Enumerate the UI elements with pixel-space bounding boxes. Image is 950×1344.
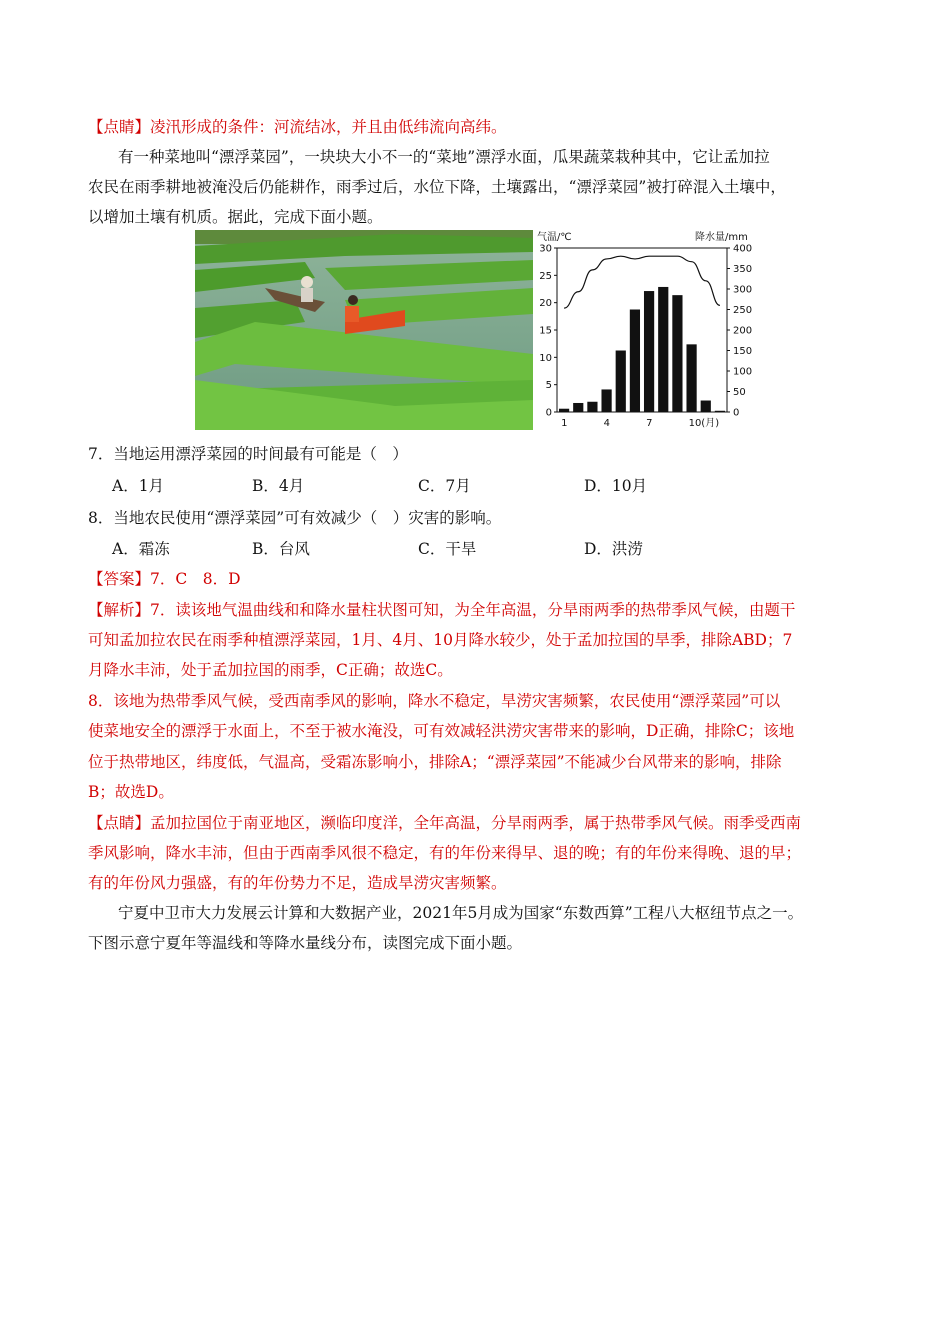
tip-line-1: 【点睛】孟加拉国位于南亚地区，濒临印度洋，全年高温，分旱雨两季，属于热带季风气候。雨季受西南 — [88, 814, 802, 832]
right-tick-label: 50 — [733, 387, 746, 398]
left-tick-label: 10 — [539, 352, 552, 364]
plot-frame — [557, 248, 727, 412]
y-left-label: 气温/℃ — [537, 232, 572, 243]
q8-option-a: A．霜冻 — [112, 540, 170, 558]
precipitation-bar — [630, 310, 640, 413]
left-tick-label: 30 — [539, 243, 552, 255]
tip-ice-flood: 【点睛】凌汛形成的条件：河流结冰，并且由低纬流向高纬。 — [88, 118, 507, 136]
right-tick-label: 100 — [733, 366, 753, 378]
x-tick-label: 1 — [561, 418, 568, 429]
passage-line-2: 农民在雨季耕地被淹没后仍能耕作，雨季过后，水位下降，土壤露出，“漂浮菜园”被打碎混入土壤中， — [88, 178, 786, 196]
q7-option-b: B．4月 — [252, 477, 305, 495]
right-tick-label: 300 — [733, 284, 753, 296]
left-tick-label: 20 — [539, 298, 552, 310]
q8-option-c: C．干旱 — [418, 540, 477, 558]
tip-line-3: 有的年份风力强盛，有的年份势力不足，造成旱涝灾害频繁。 — [88, 874, 507, 892]
q7-option-d: D．10月 — [584, 477, 648, 495]
analysis-line-5: 使菜地安全的漂浮于水面上，不至于被水淹没，可有效减轻洪涝灾害带来的影响，D正确，排除C；该地 — [88, 722, 795, 740]
x-tick-label: 7 — [646, 418, 653, 429]
left-tick-label: 0 — [545, 407, 552, 419]
precipitation-bar — [701, 401, 711, 412]
climate-chart — [535, 228, 763, 434]
right-tick-label: 400 — [733, 243, 753, 255]
left-tick-label: 15 — [539, 325, 552, 337]
floating-garden-photo — [195, 230, 533, 430]
right-tick-label: 200 — [733, 325, 753, 337]
analysis-line-4: 8．该地为热带季风气候，受西南季风的影响，降水不稳定，旱涝灾害频繁，农民使用“漂浮菜园”可以 — [88, 692, 781, 710]
q8-option-b: B．台风 — [252, 540, 310, 558]
precipitation-bar — [686, 344, 696, 412]
right-tick-label: 250 — [733, 305, 753, 316]
x-tick-label: 10(月) — [688, 418, 720, 429]
left-tick-label: 5 — [545, 380, 552, 392]
temperature-line — [564, 256, 720, 308]
q7-option-a: A．1月 — [112, 477, 165, 495]
q7-option-c: C．7月 — [418, 477, 471, 495]
precipitation-bar — [616, 351, 626, 413]
ningxia-passage-2: 下图示意宁夏年等温线和等降水量线分布，读图完成下面小题。 — [88, 934, 523, 952]
chart-marks — [539, 244, 752, 430]
passage-line-1: 有一种菜地叫“漂浮菜园”，一块块大小不一的“菜地”漂浮水面，瓜果蔬菜栽种其中，它让孟加拉 — [118, 148, 770, 166]
analysis-line-6: 位于热带地区，纬度低，气温高，受霜冻影响小，排除A；“漂浮菜园”不能减少台风带来的影响，排除 — [88, 753, 782, 771]
right-tick-label: 150 — [733, 346, 753, 357]
precipitation-bar — [559, 409, 569, 412]
precipitation-bar — [658, 287, 668, 412]
x-tick-label: 4 — [603, 418, 610, 429]
ningxia-passage-1: 宁夏中卫市大力发展云计算和大数据产业，2021年5月成为国家“东数西算”工程八大枢纽节点之一。 — [118, 904, 804, 922]
right-tick-label: 350 — [733, 264, 753, 275]
y-right-label: 降水量/mm — [695, 232, 748, 243]
analysis-line-7: B；故选D。 — [88, 783, 174, 801]
precipitation-bar — [672, 295, 682, 412]
analysis-line-3: 月降水丰沛，处于孟加拉国的雨季，C正确；故选C。 — [88, 661, 453, 679]
passage-line-3: 以增加土壤有机质。据此，完成下面小题。 — [88, 208, 383, 226]
right-tick-label: 0 — [733, 407, 740, 419]
question-7: 7．当地运用漂浮菜园的时间最有可能是（ ） — [88, 445, 408, 463]
answer: 【答案】7．C 8．D — [88, 570, 241, 588]
precipitation-bar — [644, 291, 654, 412]
precipitation-bar — [573, 403, 583, 412]
left-tick-label: 25 — [539, 270, 552, 282]
question-8: 8．当地农民使用“漂浮菜园”可有效减少（ ）灾害的影响。 — [88, 509, 502, 527]
analysis-line-2: 可知孟加拉农民在雨季种植漂浮菜园，1月、4月、10月降水较少，处于孟加拉国的旱季，排除ABD；7 — [88, 631, 793, 649]
precipitation-bar — [601, 389, 611, 412]
tip-line-2: 季风影响，降水丰沛，但由于西南季风很不稳定，有的年份来得早、退的晚；有的年份来得晚、退的早； — [88, 844, 802, 862]
q8-option-d: D．洪涝 — [584, 540, 643, 558]
precipitation-bar — [587, 402, 597, 412]
climate-chart-svg — [535, 228, 763, 434]
precipitation-bar — [715, 411, 725, 412]
analysis-line-1: 【解析】7．读该地气温曲线和和降水量柱状图可知，为全年高温，分旱雨两季的热带季风气候，由题干 — [88, 601, 796, 619]
